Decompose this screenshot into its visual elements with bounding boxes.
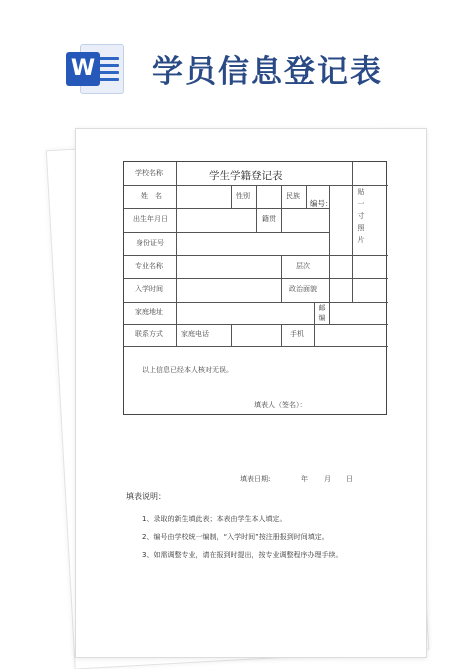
notes-title: 填表说明：: [126, 492, 166, 501]
header: [0, 0, 474, 120]
label-major: 专业名称: [135, 262, 163, 270]
label-address: 家庭地址: [135, 308, 163, 316]
label-birth: 出生年月日: [133, 215, 168, 223]
label-name: 姓 名: [141, 192, 162, 200]
note-item: 2、编号由学校统一编制，“入学时间”按注册报到时间填定。: [142, 533, 329, 541]
label-id: 身份证号: [136, 239, 164, 247]
note-item: 1、录取的新生填此表；本表由学生本人填定。: [142, 515, 287, 523]
label-mobile: 手机: [290, 330, 304, 338]
label-postcode: 邮编: [318, 304, 326, 322]
fill-date-month: 月: [324, 475, 331, 483]
label-political: 政治面貌: [289, 285, 317, 293]
label-serial: 编号：: [310, 199, 333, 208]
registration-form: [123, 161, 387, 415]
signature-label: 填表人（签名）：: [254, 401, 307, 409]
form-title: 学生学籍登记表: [209, 170, 283, 182]
note-item: 3、如需调整专业，请在报到时提出，按专业调整程序办理手续。: [142, 551, 343, 559]
label-level: 层次: [296, 262, 310, 270]
fill-date-label: 填表日期:: [240, 475, 271, 483]
fill-date-year: 年: [301, 475, 308, 483]
declaration-text: 以上信息已经本人核对无误。: [142, 366, 233, 374]
fill-date-day: 日: [346, 475, 353, 483]
label-home-phone: 家庭电话: [181, 330, 209, 338]
label-contact: 联系方式: [135, 330, 163, 338]
label-ethnicity: 民族: [286, 192, 300, 200]
word-logo-icon: W: [66, 44, 124, 94]
label-school: 学校名称: [135, 169, 163, 177]
label-gender: 性别: [236, 192, 250, 200]
page-title: 学员信息登记表: [152, 54, 383, 90]
label-enroll: 入学时间: [135, 285, 163, 293]
label-native: 籍贯: [262, 215, 276, 223]
photo-placeholder: 贴一寸照片: [357, 188, 365, 244]
